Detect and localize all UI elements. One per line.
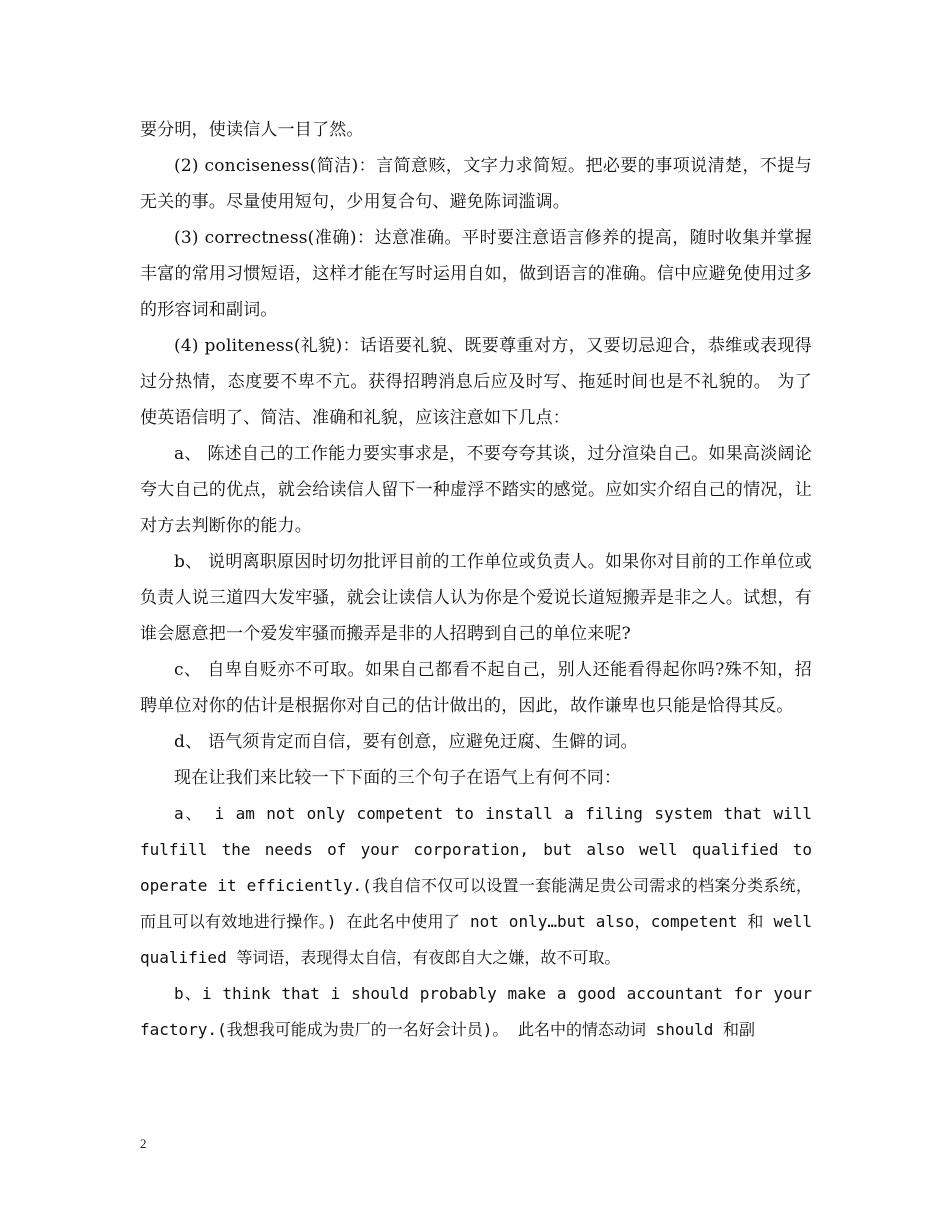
paragraph-politeness: (4) politeness(礼貌)：话语要礼貌、既要尊重对方，又要切忌迎合，恭维或表现得过分热情，态度要不卑不亢。获得招聘消息后应及时写、拖延时间也是不礼貌的。 为了使英语信明了、简洁、准确和礼貌，应该注意如下几点：: [140, 336, 812, 428]
paragraph-example-a: a、 i am not only competent to install a filing system that will fulfill the needs of your corporation, but also well qualified to operate it efficiently.(我自信不仅可以设置一套能满足贵公司需求的档案分类系统，而且可以有效地进行操作。) 在此名中使用了 not only…but also，competent 和 well qualified 等词语，表现得太自信，有夜郎自大之嫌，故不可取。: [140, 804, 813, 967]
paragraph-point-b: b、 说明离职原因时切勿批评目前的工作单位或负责人。如果你对目前的工作单位或负责人说三道四大发牢骚，就会让读信人认为你是个爱说长道短搬弄是非之人。试想，有谁会愿意把一个爱发牢骚而搬弄是非的人招聘到自己的单位来呢?: [140, 552, 812, 644]
page-number: 2: [140, 1136, 147, 1151]
paragraph-continuation: 要分明，使读信人一目了然。: [140, 120, 364, 140]
paragraph-correctness: (3) correctness(准确)：达意准确。平时要注意语言修养的提高，随时收集并掌握丰富的常用习惯短语，这样才能在写时运用自如，做到语言的准确。信中应避免使用过多的形容词和副词。: [140, 228, 812, 320]
paragraph-conciseness: (2) conciseness(简洁)：言简意赅，文字力求简短。把必要的事项说清楚，不提与无关的事。尽量使用短句，少用复合句、避免陈词滥调。: [140, 156, 812, 212]
paragraph-comparison-intro: 现在让我们来比较一下下面的三个句子在语气上有何不同：: [174, 768, 622, 788]
paragraph-point-d: d、 语气须肯定而自信，要有创意，应避免迂腐、生僻的词。: [174, 732, 638, 752]
page-body: [140, 112, 812, 1048]
paragraph-point-a: a、 陈述自己的工作能力要实事求是，不要夸夸其谈，过分渲染自己。如果高淡阔论夸大自己的优点，就会给读信人留下一种虚浮不踏实的感觉。应如实介绍自己的情况，让对方去判断你的能力。: [140, 444, 812, 536]
paragraph-example-b: b、i think that i should probably make a good accountant for your factory.(我想我可能成为贵厂的一名好会计员)。 此名中的情态动词 should 和副: [140, 984, 812, 1039]
paragraph-point-c: c、 自卑自贬亦不可取。如果自己都看不起自己，别人还能看得起你吗?殊不知，招聘单位对你的估计是根据你对自己的估计做出的，因此，故作谦卑也只能是恰得其反。: [140, 660, 812, 716]
